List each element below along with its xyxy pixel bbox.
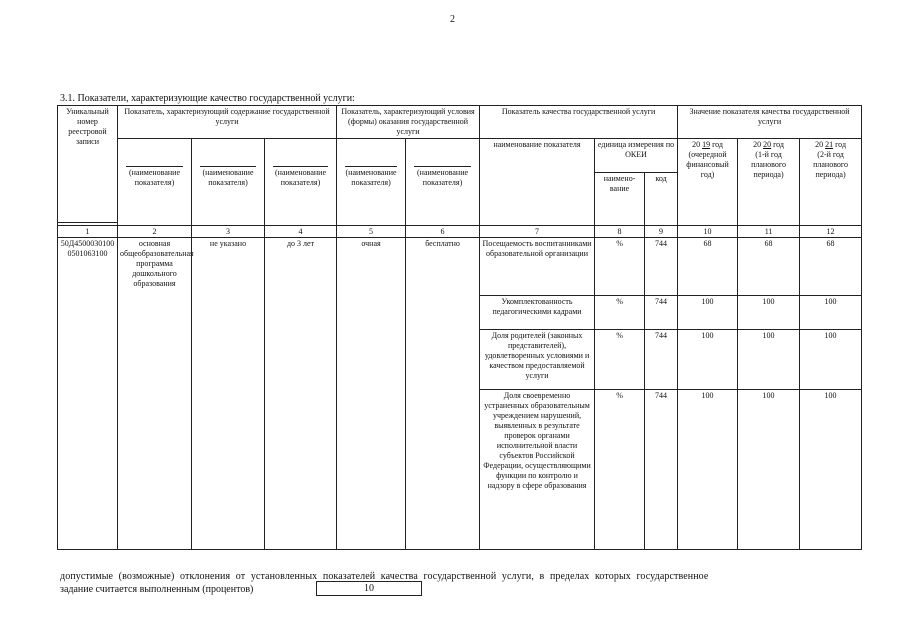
indicator-value-3: 68 xyxy=(800,238,862,296)
indicator-name: Доля своевременно устраненных образовательным учреждением нарушений, выявленных в результате проверок органами исполнительной власти субъектов Российской Федерации, осуществляющими функции по контролю и надзору в сфере образования xyxy=(480,390,595,550)
indicator-unit: % xyxy=(595,296,645,330)
record-form: очная xyxy=(337,238,406,550)
record-id: 50Д45000301000501063100 xyxy=(58,238,118,550)
indicator-value-1: 100 xyxy=(678,330,738,390)
section-title: 3.1. Показатели, характеризующие качество государственной услуги: xyxy=(60,93,355,104)
indicator-value-3: 100 xyxy=(800,330,862,390)
header-unit-okei: единица измерения по ОКЕИ xyxy=(595,139,678,173)
header-unit-name: наимено-вание xyxy=(595,173,645,226)
header-year-3: 20 21 год (2-й год планового периода) xyxy=(800,139,862,226)
sub-label-cell xyxy=(192,139,265,226)
deviation-value-box: 10 xyxy=(316,581,422,596)
indicator-code: 744 xyxy=(645,390,678,550)
header-year-2: 20 20 год (1-й год планового периода) xyxy=(738,139,800,226)
indicator-code: 744 xyxy=(645,296,678,330)
record-age: до 3 лет xyxy=(265,238,337,550)
header-content-group: Показатель, характеризующий содержание государственной услуги xyxy=(118,106,337,139)
sub-label: (наименование показателя) xyxy=(200,166,256,188)
indicator-unit: % xyxy=(595,390,645,550)
record-program: основная общеобразовательная программа дошкольного образования xyxy=(118,238,192,550)
indicator-value-2: 68 xyxy=(738,238,800,296)
indicator-code: 744 xyxy=(645,238,678,296)
deviation-note-line-2: задание считается выполненным (процентов) xyxy=(60,584,254,595)
indicator-name: Доля родителей (законных представителей), удовлетворенных условиями и качеством предоставляемой услуги xyxy=(480,330,595,390)
quality-indicators-table xyxy=(57,105,862,550)
sub-label: (наименование показателя) xyxy=(273,166,328,188)
sub-label: (наименование показателя) xyxy=(345,168,397,187)
indicator-value-2: 100 xyxy=(738,296,800,330)
indicator-value-1: 100 xyxy=(678,296,738,330)
indicator-value-2: 100 xyxy=(738,390,800,550)
indicator-value-1: 100 xyxy=(678,390,738,550)
header-unit-code: код xyxy=(645,173,678,226)
sub-label: (наименование показателя) xyxy=(126,166,183,188)
column-number-row: 1 2 3 4 5 6 7 8 9 10 11 12 xyxy=(58,226,862,238)
table-row xyxy=(58,238,862,296)
sub-label-cell xyxy=(265,139,337,226)
deviation-note-line-1: допустимые (возможные) отклонения от установленных показателей качества государственной услуги, в пределах которых государственное xyxy=(60,571,709,582)
header-record-number: Уникальный номер реестровой записи xyxy=(58,106,118,223)
page-number: 2 xyxy=(450,14,455,25)
indicator-value-2: 100 xyxy=(738,330,800,390)
sub-label-cell xyxy=(406,139,480,226)
record-category: не указано xyxy=(192,238,265,550)
sub-label: (наименование показателя) xyxy=(414,166,471,188)
indicator-value-3: 100 xyxy=(800,390,862,550)
record-payment: бесплатно xyxy=(406,238,480,550)
indicator-name: Посещаемость воспитанниками образовательной организации xyxy=(480,238,595,296)
header-conditions-group: Показатель, характеризующий условия (формы) оказания государственной услуги xyxy=(337,106,480,139)
header-indicator-name: наименование показателя xyxy=(480,139,595,226)
indicator-name: Укомплектованность педагогическими кадрами xyxy=(480,296,595,330)
indicator-value-3: 100 xyxy=(800,296,862,330)
indicator-code: 744 xyxy=(645,330,678,390)
header-year-1: 20 19 год (очередной финансовый год) xyxy=(678,139,738,226)
indicator-unit: % xyxy=(595,238,645,296)
indicator-value-1: 68 xyxy=(678,238,738,296)
header-value-group: Значение показателя качества государственной услуги xyxy=(678,106,862,139)
indicator-unit: % xyxy=(595,330,645,390)
sub-label-cell xyxy=(118,139,192,226)
sub-label-cell xyxy=(337,139,406,226)
header-quality-group: Показатель качества государственной услуги xyxy=(480,106,678,139)
